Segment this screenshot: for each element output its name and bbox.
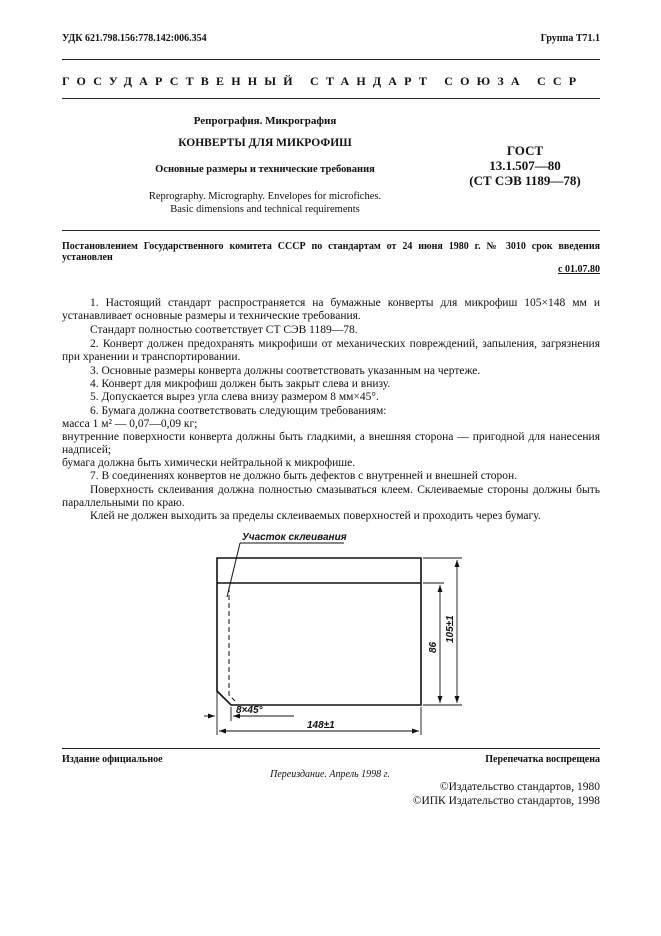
reissue-note: Переиздание. Апрель 1998 г. (270, 769, 390, 780)
envelope-drawing (200, 527, 480, 747)
paragraph-1b: Стандарт полностью соответствует СТ СЭВ 1189—78. (90, 324, 358, 336)
reprint-notice: Перепечатка воспрещена (485, 754, 600, 765)
inner-height-label: 86 (428, 641, 439, 653)
paragraph-6b: внутренние поверхности конверта должны быть гладкими, а внешняя сторона — пригодной для нанесения надписей; (62, 431, 600, 456)
document-title: КОНВЕРТЫ ДЛЯ МИКРОФИШ (178, 137, 352, 149)
paragraph-1: 1. Настоящий стандарт распространяется на бумажные конверты для микрофиш 105×148 мм и устанавливает основные размеры и технические требования. (62, 297, 600, 322)
paragraph-7: 7. В соединениях конвертов не должно быть дефектов с внутренней и внешней сторон. (90, 470, 518, 482)
glue-leader (227, 543, 344, 597)
top-rule (62, 59, 600, 60)
paragraph-3: 3. Основные размеры конверта должны соответствовать указанным на чертеже. (90, 365, 481, 377)
document-subtitle: Основные размеры и технические требования (155, 164, 375, 175)
outer-height-label: 105±1 (445, 615, 456, 643)
paragraph-6: 6. Бумага должна соответствовать следующим требованиям: (90, 405, 387, 417)
height-dims (423, 558, 462, 705)
envelope-outline (217, 558, 421, 705)
paragraph-5: 5. Допускается вырез угла слева внизу размером 8 мм×45°. (90, 391, 379, 403)
decree-text: Постановлением Государственного комитета СССР по стандартам от 24 июня 1980 г. № 3010 срок введения установлен (62, 241, 600, 263)
title-rule (62, 230, 600, 231)
group-code: Группа Т71.1 (540, 33, 600, 44)
english-title-2: Basic dimensions and technical requirements (170, 204, 360, 215)
paragraph-7c: Клей не должен выходить за пределы склеиваемых поверхностей и проходить через бумагу. (90, 510, 541, 522)
gost-number: 13.1.507—80 (489, 158, 561, 173)
copyright-1980: ©Издательство стандартов, 1980 (439, 781, 600, 793)
width-label: 148±1 (307, 720, 335, 731)
cmea-standard: (СТ СЭВ 1189—78) (469, 173, 581, 188)
glue-zone-line (229, 587, 235, 701)
state-standard-title: ГОСУДАРСТВЕННЫЙ СТАНДАРТ СОЮЗА ССР (62, 74, 584, 88)
paragraph-6a: масса 1 м² — 0,07—0,09 кг; (62, 418, 198, 430)
state-rule (62, 98, 600, 99)
official-edition: Издание официальное (62, 754, 163, 765)
paragraph-2: 2. Конверт должен предохранять микрофиши от механических повреждений, запыления, загрязнения при хранении и транспортировании. (62, 338, 600, 363)
gost-label: ГОСТ (506, 143, 544, 158)
english-title-1: Reprography. Micrography. Envelopes for microfiches. (148, 191, 382, 202)
effective-date: с 01.07.80 (558, 264, 600, 275)
glue-area-label: Участок склеивания (242, 532, 347, 543)
copyright-1998: ©ИПК Издательство стандартов, 1998 (412, 795, 600, 807)
section-title: Репрография. Микрография (193, 115, 337, 127)
corner-cut-label: 8×45° (236, 705, 263, 716)
footer-rule (62, 748, 600, 749)
paragraph-6c: бумага должна быть химически нейтральной к микрофише. (62, 457, 356, 469)
udk-code: УДК 621.798.156:778.142:006.354 (62, 33, 207, 44)
paragraph-7b: Поверхность склеивания должна полностью смазываться клеем. Склеиваемые стороны должны быть параллельными по краю. (62, 484, 600, 509)
paragraph-4: 4. Конверт для микрофиш должен быть закрыт слева и внизу. (90, 378, 391, 390)
